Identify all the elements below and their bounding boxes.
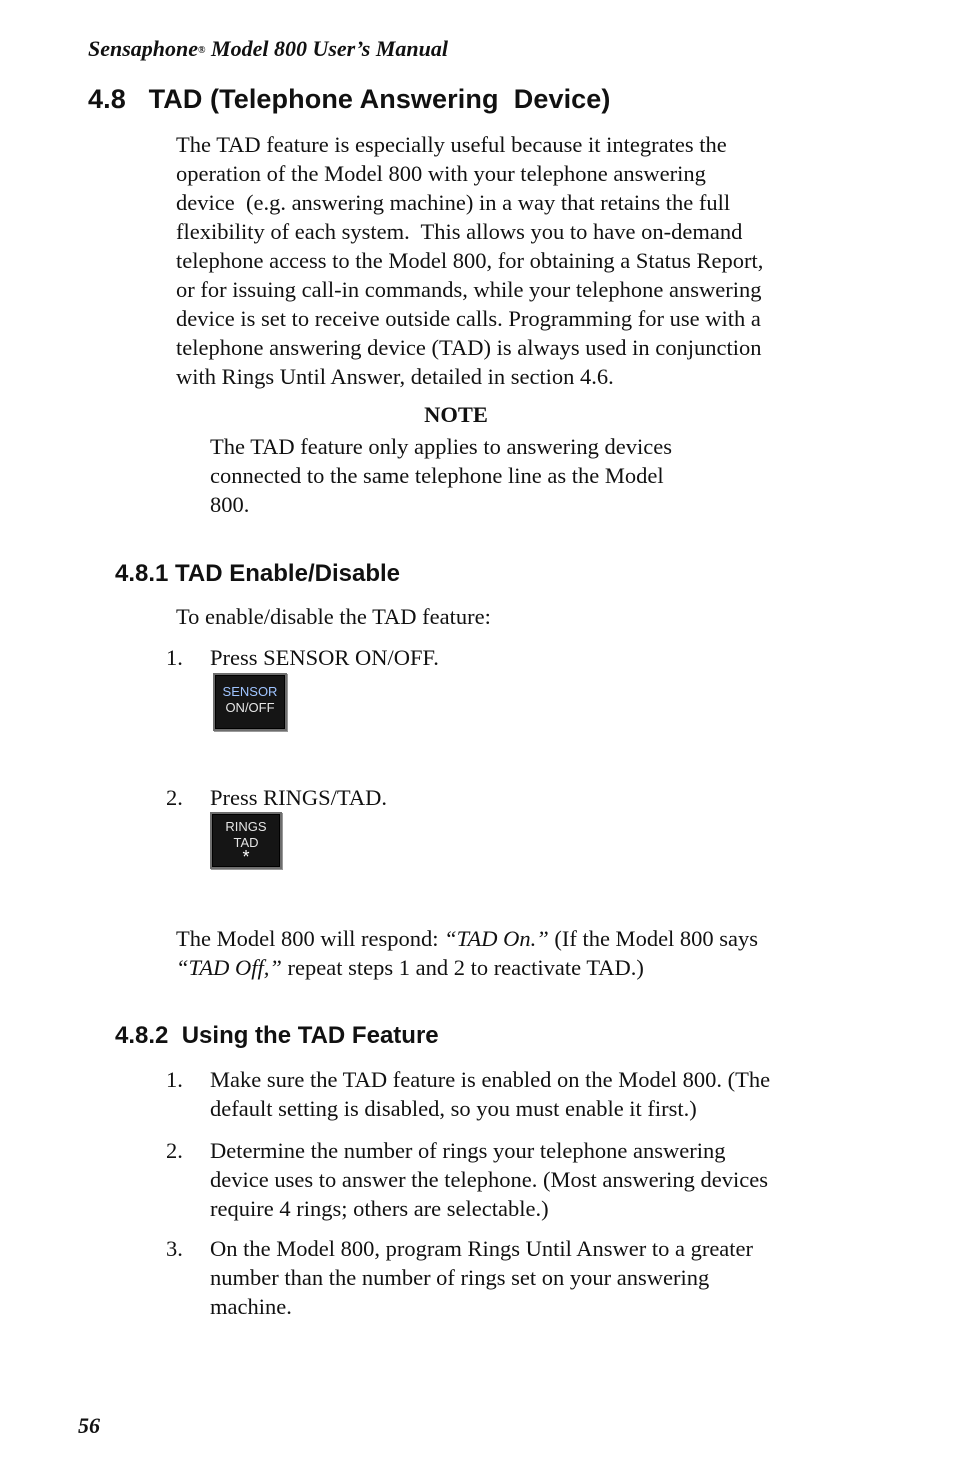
subsection-heading-enable-disable: 4.8.1 TAD Enable/Disable bbox=[115, 560, 400, 587]
text-line: The TAD feature is especially useful because it integrates the bbox=[176, 132, 727, 157]
text-line: device (e.g. answering machine) in a way that retains the full bbox=[176, 190, 731, 215]
respond-text: repeat steps 1 and 2 to reactivate TAD.) bbox=[281, 955, 644, 980]
text-line: require 4 rings; others are selectable.) bbox=[210, 1196, 549, 1221]
text-line: telephone access to the Model 800, for obtaining a Status Report, bbox=[176, 248, 764, 273]
registered-mark: ® bbox=[198, 45, 206, 56]
text-line: Determine the number of rings your telephone answering bbox=[210, 1138, 726, 1163]
step-text: Press SENSOR ON/OFF. bbox=[210, 645, 439, 670]
key-label: SENSOR bbox=[222, 684, 278, 699]
step-text: Press RINGS/TAD. bbox=[210, 785, 387, 810]
text-line: telephone answering device (TAD) is always used in conjunction bbox=[176, 335, 762, 360]
text-line bbox=[176, 953, 826, 982]
respond-quote-on: “TAD On.” bbox=[444, 926, 549, 951]
text-line: default setting is disabled, so you must enable it first.) bbox=[210, 1096, 697, 1121]
text-line: device is set to receive outside calls. Programming for use with a bbox=[176, 306, 761, 331]
text-line: or for issuing call-in commands, while your telephone answering bbox=[176, 277, 762, 302]
key-label: ON/OFF bbox=[225, 700, 275, 715]
list-item bbox=[210, 1234, 830, 1321]
list-item bbox=[210, 1136, 830, 1223]
subsection-heading-using-tad: 4.8.2 Using the TAD Feature bbox=[115, 1022, 439, 1049]
running-header bbox=[88, 36, 448, 62]
respond-text: (If the Model 800 says bbox=[548, 926, 759, 951]
note-line: connected to the same telephone line as the Model bbox=[210, 463, 664, 488]
respond-paragraph bbox=[176, 924, 826, 982]
rings-tad-key-icon bbox=[210, 812, 282, 869]
respond-text: The Model 800 will respond: bbox=[176, 926, 445, 951]
note-line: The TAD feature only applies to answering devices bbox=[210, 434, 673, 459]
text-line: On the Model 800, program Rings Until Answer to a greater bbox=[210, 1236, 754, 1261]
intro-paragraph bbox=[176, 130, 826, 391]
enable-lead-text: To enable/disable the TAD feature: bbox=[176, 604, 491, 629]
step-number: 2. bbox=[166, 785, 183, 810]
text-line: number than the number of rings set on your answering bbox=[210, 1265, 710, 1290]
respond-quote-off: “TAD Off,” bbox=[176, 955, 282, 980]
note-title: NOTE bbox=[424, 402, 488, 427]
list-number: 1. bbox=[166, 1067, 183, 1092]
list-item bbox=[210, 1065, 830, 1123]
sensor-on-off-key-icon bbox=[213, 673, 287, 731]
note-body bbox=[210, 432, 730, 519]
page-number: 56 bbox=[78, 1413, 100, 1438]
section-heading: 4.8 TAD (Telephone Answering Device) bbox=[88, 84, 611, 114]
manual-title: Model 800 User’s Manual bbox=[205, 36, 448, 61]
list-number: 2. bbox=[166, 1138, 183, 1163]
text-line: operation of the Model 800 with your telephone answering bbox=[176, 161, 706, 186]
text-line: with Rings Until Answer, detailed in section 4.6. bbox=[176, 364, 614, 389]
brand-name: Sensaphone bbox=[88, 36, 199, 61]
key-label: TAD bbox=[233, 835, 259, 850]
note-line: 800. bbox=[210, 492, 250, 517]
asterisk-icon: * bbox=[242, 847, 250, 867]
step-number: 1. bbox=[166, 645, 183, 670]
key-label: RINGS bbox=[225, 819, 267, 834]
text-line: Make sure the TAD feature is enabled on the Model 800. (The bbox=[210, 1067, 771, 1092]
text-line: device uses to answer the telephone. (Most answering devices bbox=[210, 1167, 768, 1192]
text-line: flexibility of each system. This allows you to have on-demand bbox=[176, 219, 743, 244]
text-line bbox=[176, 924, 826, 953]
list-number: 3. bbox=[166, 1236, 183, 1261]
text-line: machine. bbox=[210, 1294, 292, 1319]
